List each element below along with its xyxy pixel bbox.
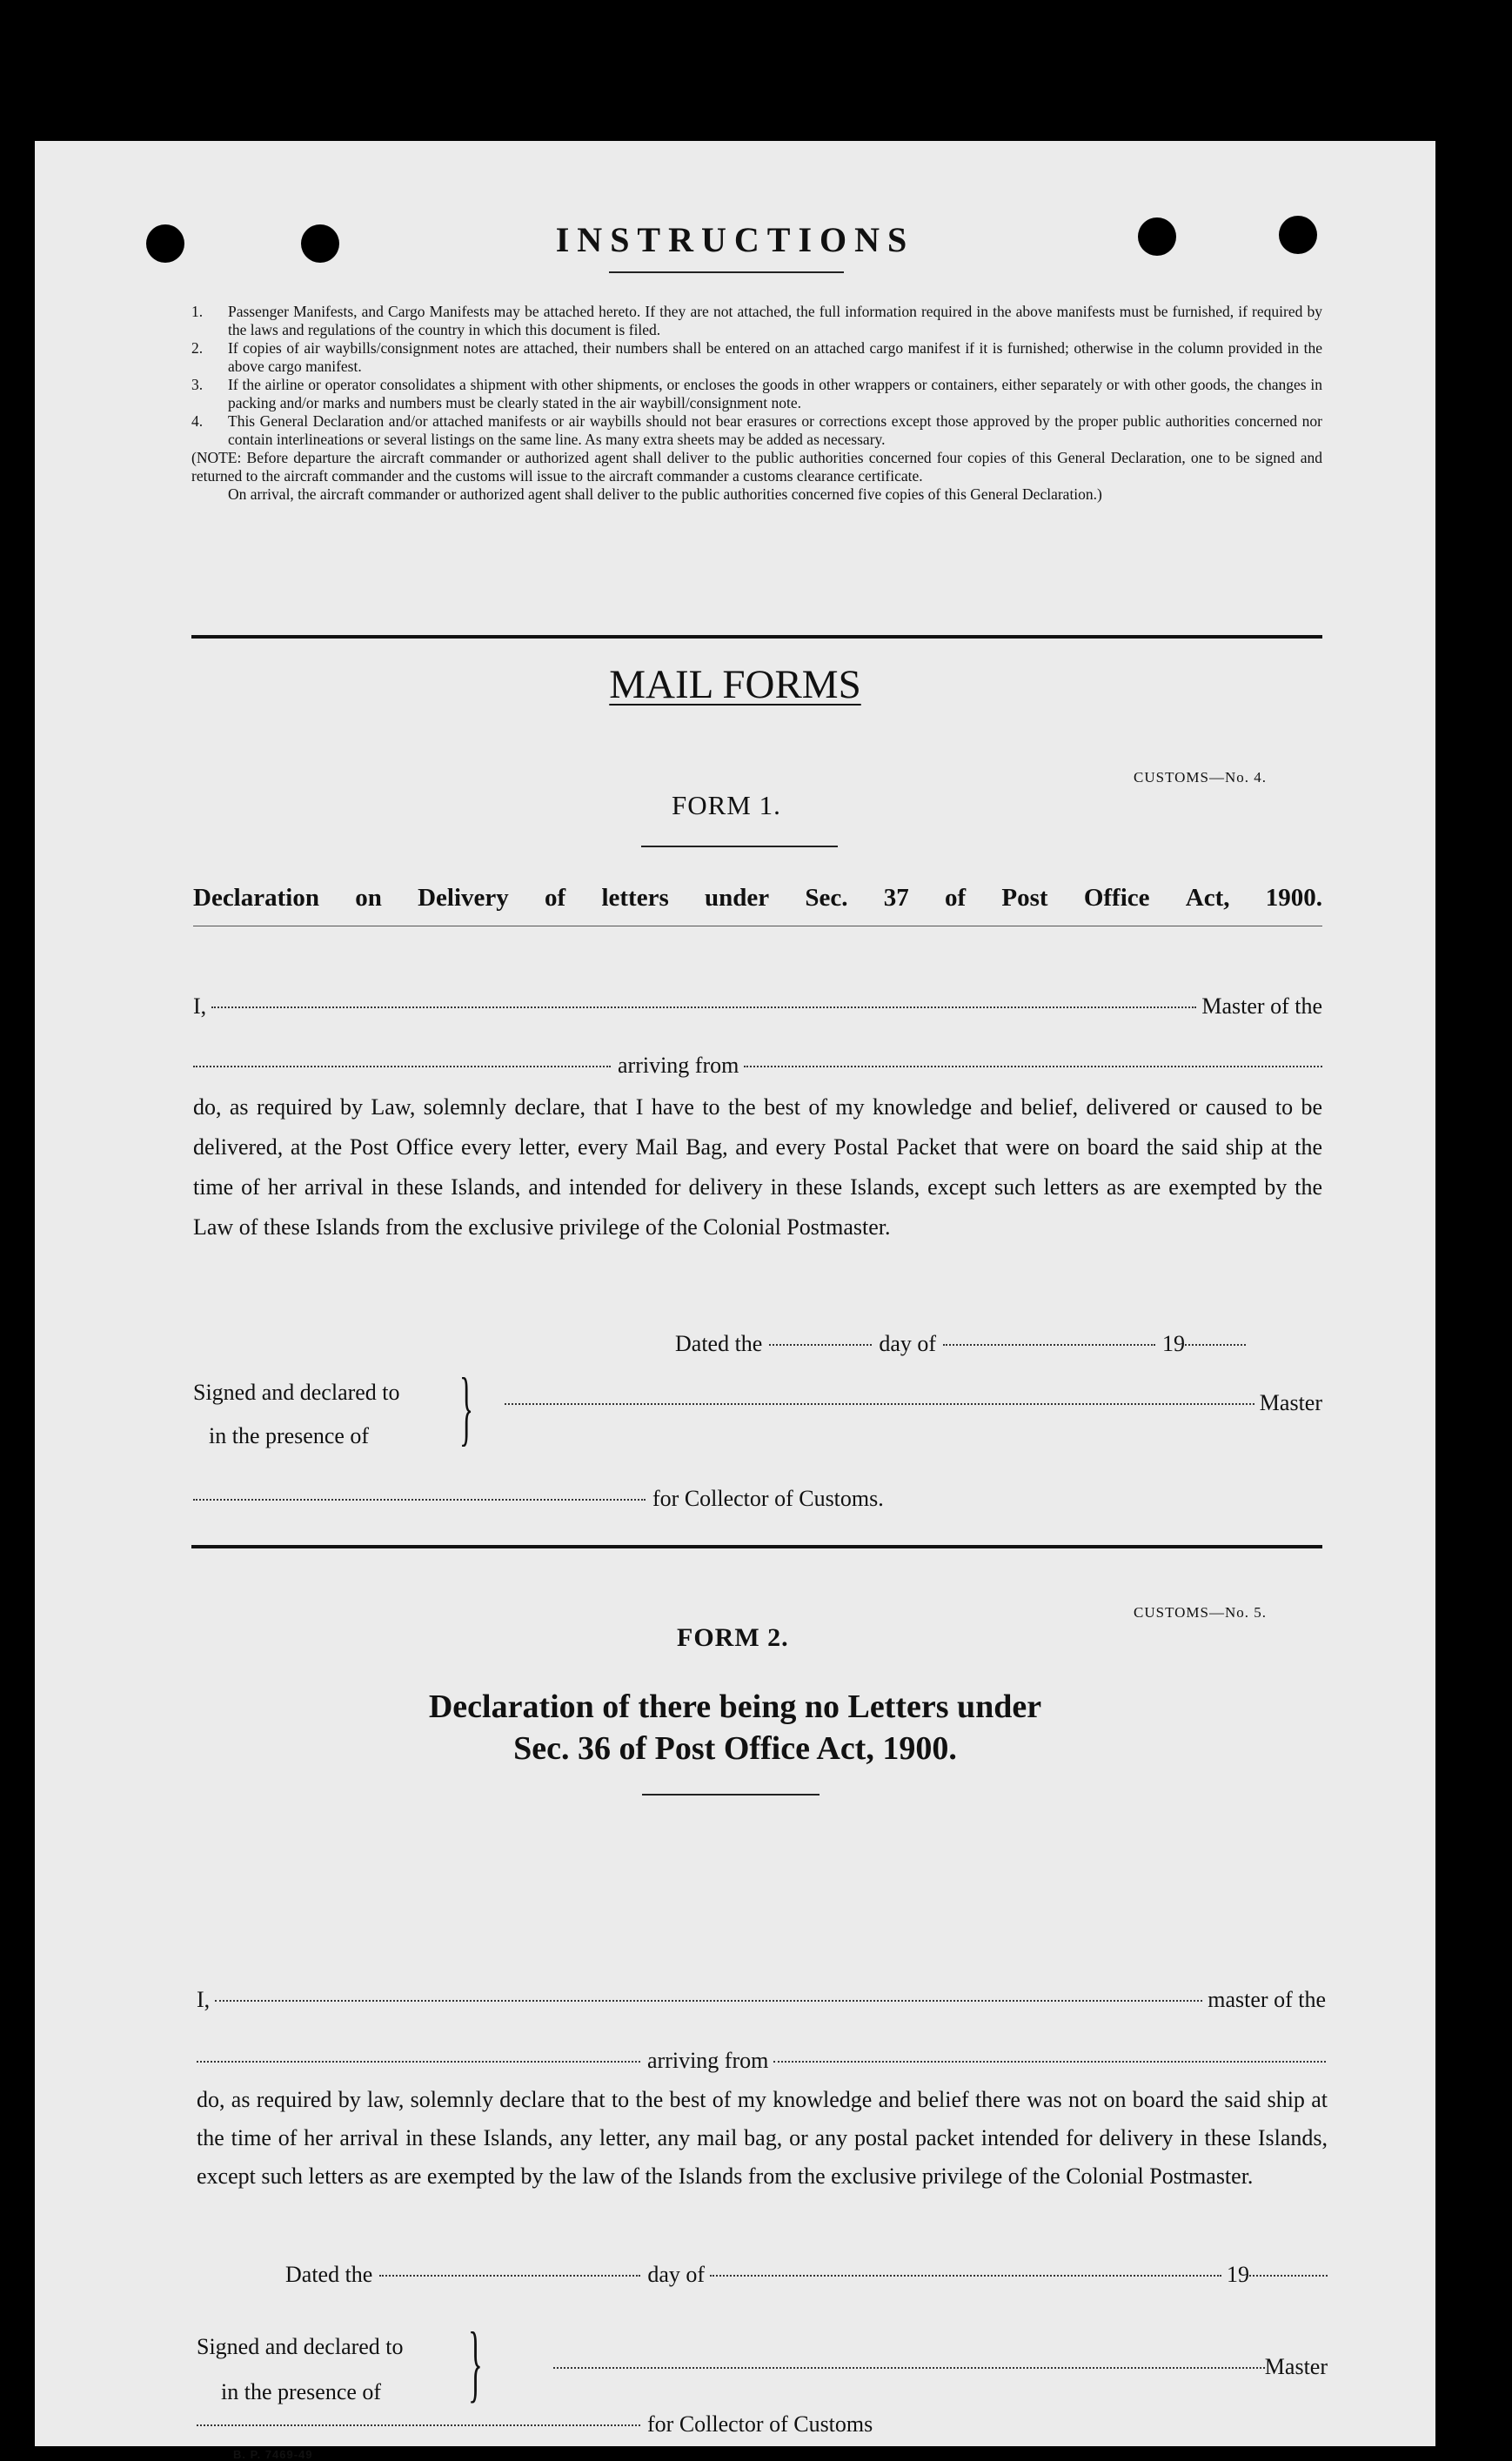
declaration-text: do, as required by Law, solemnly declare, that I have to the best of my knowledge and belief, delivered or caused to be delivered, at the Post Office every letter, every Mail Bag, and every Postal Packet that were on board the said ship at the time of her arrival in these Islands, and intended for delivery in these Islands, except such letters as are exempted by the Law of these Islands from the exclusive privilege of the Colonial Postmaster. [193,1094,1322,1240]
ship-name-blank[interactable] [193,1066,611,1067]
date-label: day of [879,1331,937,1356]
month-blank[interactable] [943,1344,1155,1346]
heading-word: under [704,884,770,912]
ship-origin-line [197,2048,1326,2074]
instruction-number: 2. [191,339,204,357]
name-blank[interactable] [215,2000,1202,2002]
master-signature-line [505,1390,1322,1416]
form-title: FORM 2. [677,1623,789,1652]
heading-word: of [945,884,967,912]
day-blank[interactable] [769,1344,872,1346]
instruction-item [191,303,1322,339]
line-label: arriving from [647,2048,769,2073]
line-label: arriving from [618,1053,739,1078]
signature-blank[interactable] [553,2367,1265,2369]
master-label: Master [1264,2354,1328,2379]
collector-line [197,2411,873,2438]
instruction-item [191,376,1322,412]
heading-word: Office [1083,884,1150,912]
heading-word: 37 [883,884,909,912]
month-blank[interactable] [710,2275,1221,2277]
signed-label [197,2324,404,2415]
heading-line: Declaration of there being no Letters under [428,1689,1042,1725]
master-name-line [197,1987,1326,2013]
line-label: Master of the [1201,993,1322,1019]
master-name-line [193,993,1322,1020]
year-label: 19 [1227,2262,1249,2287]
form-title: FORM 1. [672,790,781,820]
line-label: I, [193,993,207,1019]
declaration-text: do, as required by law, solemnly declare that to the best of my knowledge and belief there was not on board the said ship at the time of her arrival in these Islands, any letter, any mail bag, or any postal packet intended for delivery in these Islands, except such letters as are exempted by the law of the Islands from the exclusive privilege of the Colonial Postmaster. [197,2087,1328,2189]
title-underline [642,1794,820,1796]
date-label: day of [647,2262,706,2287]
instruction-number: 4. [191,412,204,430]
day-blank[interactable] [379,2275,640,2277]
master-signature-line [553,2354,1328,2380]
signed-label-line: in the presence of [209,1423,370,1448]
instruction-text: If copies of air waybills/consignment notes are attached, their numbers shall be entered on an attached cargo manifest if it is furnished; otherwise in the column provided in the above cargo manifest. [228,339,1322,375]
instruction-item [191,339,1322,376]
name-blank[interactable] [211,1006,1196,1008]
instruction-number: 1. [191,303,204,320]
instruction-note: On arrival, the aircraft commander or authorized agent shall deliver to the public authorities concerned five copies of this General Declaration.) [228,485,1102,503]
heading-word: 1900. [1265,884,1322,912]
heading-word: of [545,884,566,912]
printer-code: B. P. 7469-49 [233,2448,313,2461]
signed-label-line: in the presence of [221,2379,382,2404]
heading-line: Sec. 36 of Post Office Act, 1900. [513,1730,957,1767]
line-label: I, [197,1987,211,2012]
heading-word: on [355,884,382,912]
date-label: Dated the [675,1331,763,1356]
date-line [285,2262,1328,2288]
signed-label [193,1371,400,1458]
signed-label-line: Signed and declared to [193,1380,400,1405]
collector-label: for Collector of Customs [647,2411,873,2437]
customs-number: CUSTOMS—No. 4. [1134,769,1268,786]
mail-forms-title: MAIL FORMS [609,662,861,707]
line-label: master of the [1208,1987,1326,2012]
signed-label-line: Signed and declared to [197,2334,404,2359]
instructions-list [191,303,1322,504]
heading-word: Delivery [418,884,509,912]
title-underline [641,846,838,847]
instruction-text: Passenger Manifests, and Cargo Manifests may be attached hereto. If they are not attached, the full information required in the above manifests must be furnished, if required by the laws and regulations of the country in which this document is filed. [228,303,1322,338]
form-heading [35,1686,1435,1769]
brace-icon: } [468,2314,483,2411]
instruction-note: (NOTE: Before departure the aircraft commander or authorized agent shall deliver to the public authorities concerned four copies of this General Declaration, one to be signed and returned to the aircraft commander and the customs will issue to the aircraft commander a customs clearance certificate. [191,449,1322,485]
heading-word: Declaration [193,884,319,912]
year-label: 19 [1162,1331,1186,1356]
year-blank[interactable] [1249,2275,1328,2277]
brace-icon: } [459,1361,474,1454]
collector-blank[interactable] [193,1499,646,1501]
section-divider [191,635,1322,639]
collector-blank[interactable] [197,2424,640,2426]
instructions-title: INSTRUCTIONS [555,220,915,259]
section-divider [191,1545,1322,1548]
year-blank[interactable] [1185,1344,1246,1346]
customs-number: CUSTOMS—No. 5. [1134,1604,1268,1621]
heading-word: Post [1001,884,1048,912]
instruction-text: This General Declaration and/or attached manifests or air waybills should not bear erasures or corrections except those approved by the proper public authorities concerned nor contain interlineations or several listings on the same line. As many extra sheets may be added as necessary. [228,412,1322,448]
collector-label: for Collector of Customs. [652,1486,884,1511]
ship-origin-line [193,1053,1322,1079]
document-page [35,141,1435,2461]
form-heading [193,884,1322,913]
instruction-item [191,412,1322,449]
heading-word: Sec. [805,884,848,912]
date-label: Dated the [285,2262,373,2287]
ship-name-blank[interactable] [197,2061,640,2063]
collector-line [193,1486,884,1512]
heading-word: letters [601,884,669,912]
title-underline [609,271,844,273]
origin-blank[interactable] [773,2061,1326,2063]
heading-word: Act, [1185,884,1230,912]
instruction-number: 3. [191,376,204,393]
signature-blank[interactable] [505,1403,1254,1405]
master-label: Master [1259,1390,1322,1415]
origin-blank[interactable] [744,1066,1322,1067]
date-line [675,1331,1253,1357]
instruction-text: If the airline or operator consolidates a shipment with other shipments, or encloses the goods in other wrappers or containers, either separately or with other goods, the changes in packing and/or marks and numbers must be clearly stated in the air waybill/consignment note. [228,376,1322,411]
